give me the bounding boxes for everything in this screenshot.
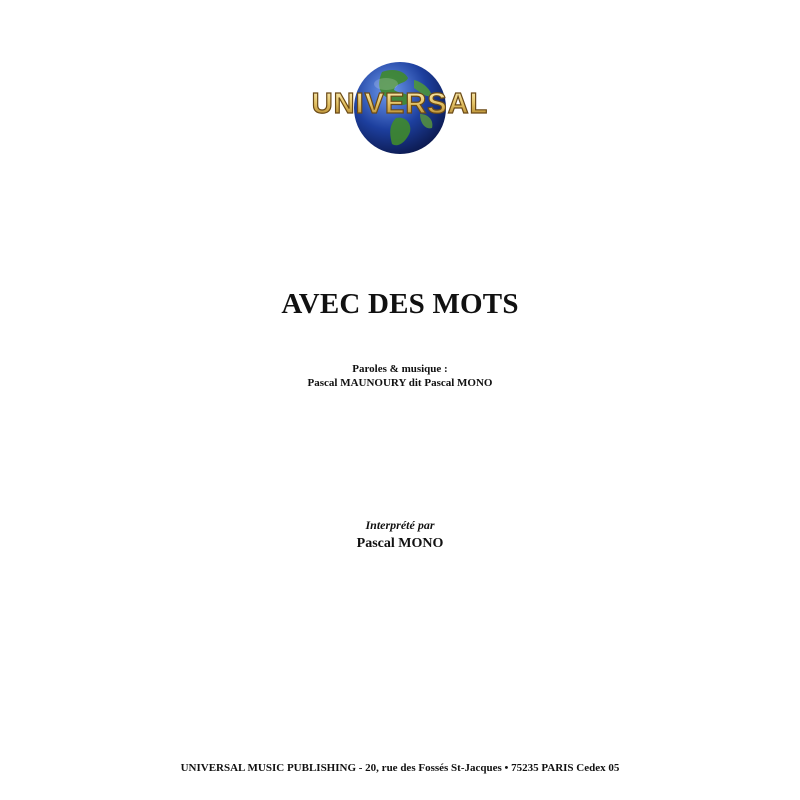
publisher-footer: UNIVERSAL MUSIC PUBLISHING - 20, rue des Fossés St-Jacques • 75235 PARIS Cedex 05 bbox=[180, 762, 620, 774]
credits-label: Paroles & musique : bbox=[352, 363, 448, 375]
credits-names: Pascal MAUNOURY dit Pascal MONO bbox=[307, 377, 493, 389]
universal-logo bbox=[296, 58, 504, 158]
performer-label: Interprété par bbox=[365, 518, 435, 532]
universal-globe-icon bbox=[296, 58, 504, 158]
song-title: AVEC DES MOTS bbox=[281, 288, 519, 320]
universal-logo-text: UNIVERSAL bbox=[311, 88, 489, 120]
performer-name: Pascal MONO bbox=[356, 536, 444, 551]
